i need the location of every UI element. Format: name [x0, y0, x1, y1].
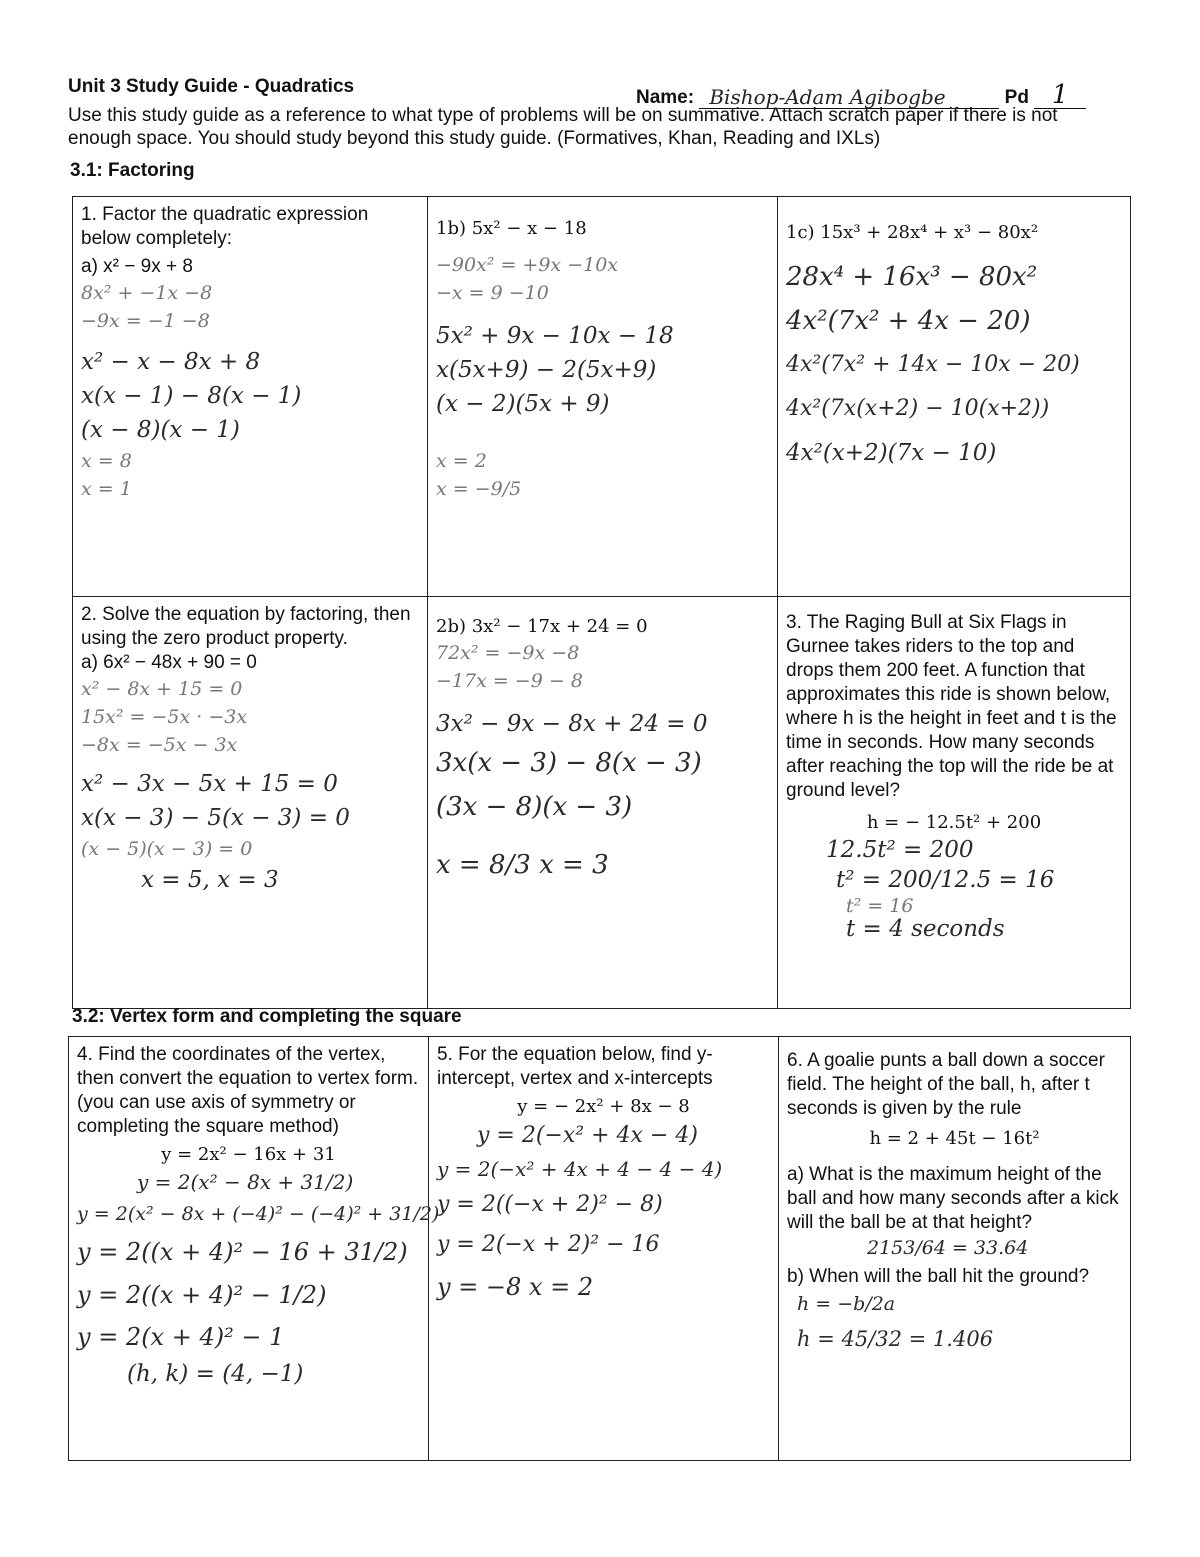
question-2-prompt: 2. Solve the equation by factoring, then using the zero product property. — [81, 604, 411, 649]
question-1c-cell — [778, 197, 1131, 597]
work-line: x² − x − 8x + 8 — [81, 349, 261, 375]
question-3-prompt: 3. The Raging Bull at Six Flags in Gurnee takes riders to the top and drops them 200 feet. A function that approximates this ride is shown below, where h is the height in feet and t is the time in seconds. How many seconds after reaching the top will the ride be at ground level? — [786, 612, 1117, 801]
question-1b-prompt: 1b) 5x² − x − 18 — [436, 218, 587, 239]
work-line: x = 5, x = 3 — [141, 867, 279, 893]
work-line: (3x − 8)(x − 3) — [436, 792, 633, 822]
question-1-prompt: 1. Factor the quadratic expression below completely: — [81, 204, 369, 249]
work-line: y = 2(−x² + 4x − 4) — [477, 1123, 698, 1148]
work-line: 4x²(7x(x+2) − 10(x+2)) — [786, 396, 1050, 421]
work-line: x(x − 1) − 8(x − 1) — [81, 383, 302, 409]
question-3-cell — [778, 597, 1131, 1009]
work-line: t² = 200/12.5 = 16 — [836, 867, 1055, 893]
work-line: (x − 2)(5x + 9) — [436, 391, 610, 417]
work-line: x = 2 — [436, 450, 487, 472]
question-2b-prompt: 2b) 3x² − 17x + 24 = 0 — [436, 616, 648, 637]
work-line: x = 8/3 x = 3 — [436, 850, 609, 880]
work-line: 12.5t² = 200 — [826, 837, 974, 863]
work-line: h = 45/32 = 1.406 — [797, 1327, 994, 1351]
work-line: 5x² + 9x − 10x − 18 — [436, 323, 674, 349]
work-line: −x = 9 −10 — [436, 282, 549, 304]
section-title-factoring: 3.1: Factoring — [70, 160, 195, 181]
work-line: 8x² + −1x −8 — [81, 282, 213, 304]
work-line: y = 2(−x² + 4x + 4 − 4 − 4) — [437, 1157, 723, 1181]
work-line: (x − 5)(x − 3) = 0 — [81, 838, 253, 860]
work-line: 3x² − 9x − 8x + 24 = 0 — [436, 711, 708, 737]
work-line: t = 4 seconds — [846, 916, 1005, 942]
question-1a-cell — [73, 197, 428, 597]
work-line: x² − 8x + 15 = 0 — [81, 678, 243, 700]
factoring-grid — [72, 196, 1131, 1009]
work-line: x = −9/5 — [436, 478, 522, 500]
question-2a-cell — [73, 597, 428, 1009]
work-line: h = −b/2a — [797, 1293, 896, 1315]
question-6b-prompt: b) When will the ball hit the ground? — [787, 1266, 1090, 1287]
question-4-cell — [69, 1037, 440, 1461]
work-line: 4x²(x+2)(7x − 10) — [786, 440, 997, 466]
question-3-equation: h = − 12.5t² + 200 — [866, 812, 1042, 833]
work-line: 4x²(7x² + 14x − 10x − 20) — [786, 352, 1080, 377]
work-line: (h, k) = (4, −1) — [127, 1361, 304, 1387]
work-line: y = 2(−x + 2)² − 16 — [437, 1232, 660, 1257]
work-line: x(5x+9) − 2(5x+9) — [436, 357, 657, 383]
question-6a-prompt: a) What is the maximum height of the ball and how many seconds after a kick will the ball be at that height? — [787, 1164, 1119, 1233]
question-1a-part: a) x² − 9x + 8 — [81, 256, 193, 277]
work-line: x(x − 3) − 5(x − 3) = 0 — [81, 805, 350, 831]
work-line: x = 1 — [81, 478, 132, 500]
work-line: 72x² = −9x −8 — [436, 642, 580, 664]
work-line: 3x(x − 3) − 8(x − 3) — [436, 748, 702, 778]
work-line: x² − 3x − 5x + 15 = 0 — [81, 771, 338, 797]
question-4-equation: y = 2x² − 16x + 31 — [161, 1144, 336, 1165]
question-5-cell — [429, 1037, 779, 1461]
question-2a-part: a) 6x² − 48x + 90 = 0 — [81, 652, 257, 673]
question-6-prompt: 6. A goalie punts a ball down a soccer field. The height of the ball, h, after t seconds is given by the rule — [787, 1050, 1105, 1119]
name-field[interactable]: Bishop-Adam Agibogbe — [699, 85, 999, 109]
work-line: −8x = −5x − 3x — [81, 734, 238, 756]
name-label: Name: — [636, 87, 695, 108]
work-line: −90x² = +9x −10x — [436, 254, 619, 276]
question-6-equation: h = 2 + 45t − 16t² — [869, 1128, 1040, 1149]
work-line: y = 2((x + 4)² − 1/2) — [77, 1281, 327, 1309]
pd-field[interactable]: 1 — [1034, 84, 1086, 109]
work-line: −17x = −9 − 8 — [436, 670, 583, 692]
instructions: Use this study guide as a reference to what type of problems will be on summative. Attach scratch paper if there is not enough space. You should study beyond this study guide. (Formatives, Khan, Reading and IXLs) — [68, 105, 1058, 149]
work-line: y = 2((x + 4)² − 16 + 31/2) — [77, 1238, 408, 1266]
work-line: y = 2(x² − 8x + 31/2) — [137, 1170, 354, 1194]
work-line: 4x²(7x² + 4x − 20) — [786, 306, 1031, 336]
work-line: 28x⁴ + 16x³ − 80x² — [786, 262, 1038, 292]
vertex-form-grid — [68, 1036, 1131, 1461]
question-1b-cell — [428, 197, 778, 597]
question-4-prompt: 4. Find the coordinates of the vertex, then convert the equation to vertex form. (you can use axis of symmetry or completing the square method) — [77, 1044, 419, 1137]
pd-label: Pd — [1004, 87, 1029, 108]
question-5-prompt: 5. For the equation below, find y-intercept, vertex and x-intercepts — [437, 1044, 713, 1089]
work-line: y = 2(x + 4)² − 1 — [77, 1323, 285, 1351]
question-5-equation: y = − 2x² + 8x − 8 — [517, 1096, 690, 1117]
work-line: y = 2((−x + 2)² − 8) — [437, 1192, 663, 1217]
work-line: y = 2(x² − 8x + (−4)² − (−4)² + 31/2) — [77, 1203, 440, 1225]
work-line: (x − 8)(x − 1) — [81, 417, 240, 443]
page-title: Unit 3 Study Guide - Quadratics — [68, 76, 355, 97]
work-line: t² = 16 — [846, 895, 914, 917]
question-1c-prompt: 1c) 15x³ + 28x⁴ + x³ − 80x² — [786, 222, 1039, 243]
work-line: x = 8 — [81, 450, 132, 472]
question-2b-cell — [428, 597, 778, 1009]
work-line: −9x = −1 −8 — [81, 310, 210, 332]
work-line: 15x² = −5x · −3x — [81, 706, 248, 728]
work-line: y = −8 x = 2 — [437, 1273, 594, 1301]
question-6-cell — [779, 1037, 1131, 1461]
work-line: 2153/64 = 33.64 — [867, 1237, 1029, 1259]
section-title-vertex-form: 3.2: Vertex form and completing the square — [72, 1006, 462, 1027]
